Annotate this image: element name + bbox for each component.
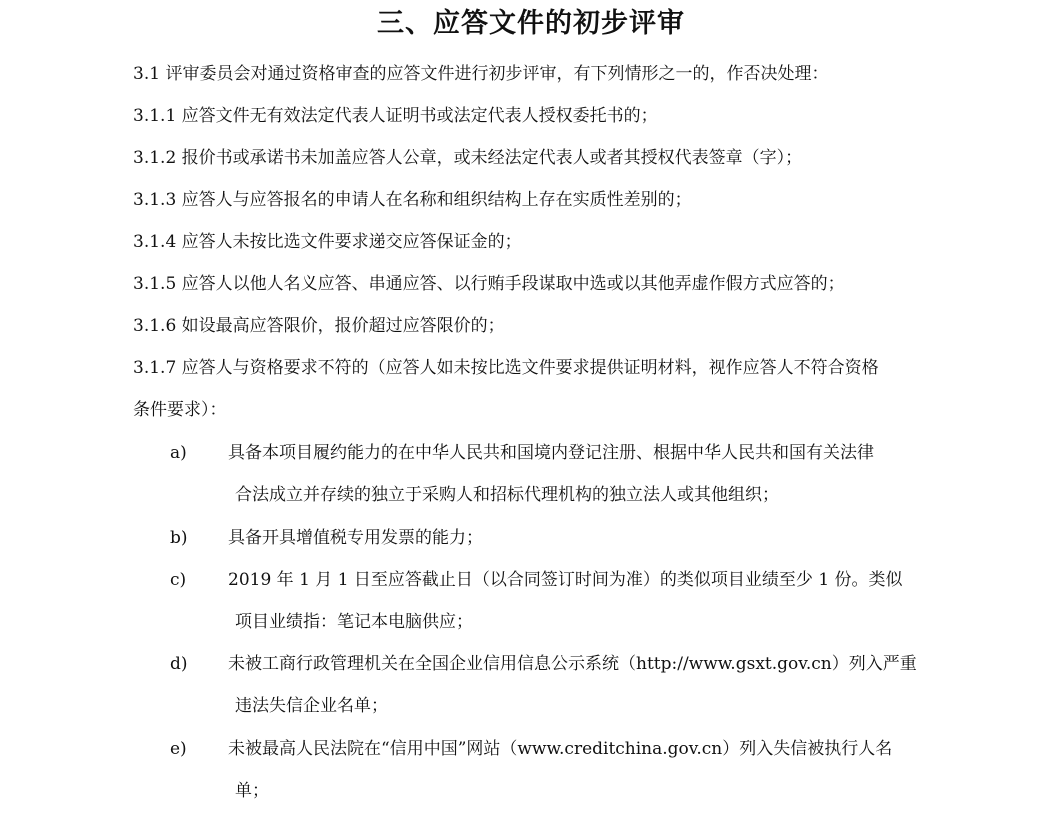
- sub-item-d-line2: 违法失信企业名单；: [235, 696, 388, 716]
- clause-3-1-7-line1: 3.1.7 应答人与资格要求不符的（应答人如未按比选文件要求提供证明材料，视作应答人不符合资格: [133, 358, 879, 378]
- clause-3-1-7-line2: 条件要求）：: [133, 400, 227, 420]
- sub-item-e-line1: 未被最高人民法院在“信用中国”网站（www.creditchina.gov.cn）列入失信被执行人名: [228, 739, 893, 759]
- clause-3-1-4: 3.1.4 应答人未按比选文件要求递交应答保证金的；: [133, 232, 522, 252]
- sub-item-marker-c: c): [170, 570, 187, 590]
- clause-3-1-6: 3.1.6 如设最高应答限价，报价超过应答限价的；: [133, 316, 505, 336]
- sub-item-marker-d: d): [170, 654, 188, 674]
- sub-item-c-line2: 项目业绩指：笔记本电脑供应；: [235, 612, 473, 632]
- sub-item-marker-a: a): [170, 443, 187, 463]
- clause-3-1-5: 3.1.5 应答人以他人名义应答、串通应答、以行贿手段谋取中选或以其他弄虚作假方式应答的；: [133, 274, 845, 294]
- section-title: 三、应答文件的初步评审: [377, 8, 685, 39]
- clause-3-1-2: 3.1.2 报价书或承诺书未加盖应答人公章，或未经法定代表人或者其授权代表签章（字）；: [133, 148, 803, 168]
- intro-paragraph: 3.1 评审委员会对通过资格审查的应答文件进行初步评审，有下列情形之一的，作否决处理：: [133, 64, 829, 84]
- sub-item-marker-b: b): [170, 528, 188, 548]
- sub-item-b-line1: 具备开具增值税专用发票的能力；: [228, 528, 483, 548]
- clause-3-1-1: 3.1.1 应答文件无有效法定代表人证明书或法定代表人授权委托书的；: [133, 106, 658, 126]
- sub-item-a-line1: 具备本项目履约能力的在中华人民共和国境内登记注册、根据中华人民共和国有关法律: [228, 443, 874, 463]
- sub-item-e-line2: 单；: [235, 781, 269, 801]
- sub-item-c-line1: 2019 年 1 月 1 日至应答截止日（以合同签订时间为准）的类似项目业绩至少 1 份。类似: [228, 570, 903, 590]
- clause-3-1-3: 3.1.3 应答人与应答报名的申请人在名称和组织结构上存在实质性差别的；: [133, 190, 692, 210]
- sub-item-marker-e: e): [170, 739, 187, 759]
- sub-item-d-line1: 未被工商行政管理机关在全国企业信用信息公示系统（http://www.gsxt.gov.cn）列入严重: [228, 654, 917, 674]
- sub-item-a-line2: 合法成立并存续的独立于采购人和招标代理机构的独立法人或其他组织；: [235, 485, 779, 505]
